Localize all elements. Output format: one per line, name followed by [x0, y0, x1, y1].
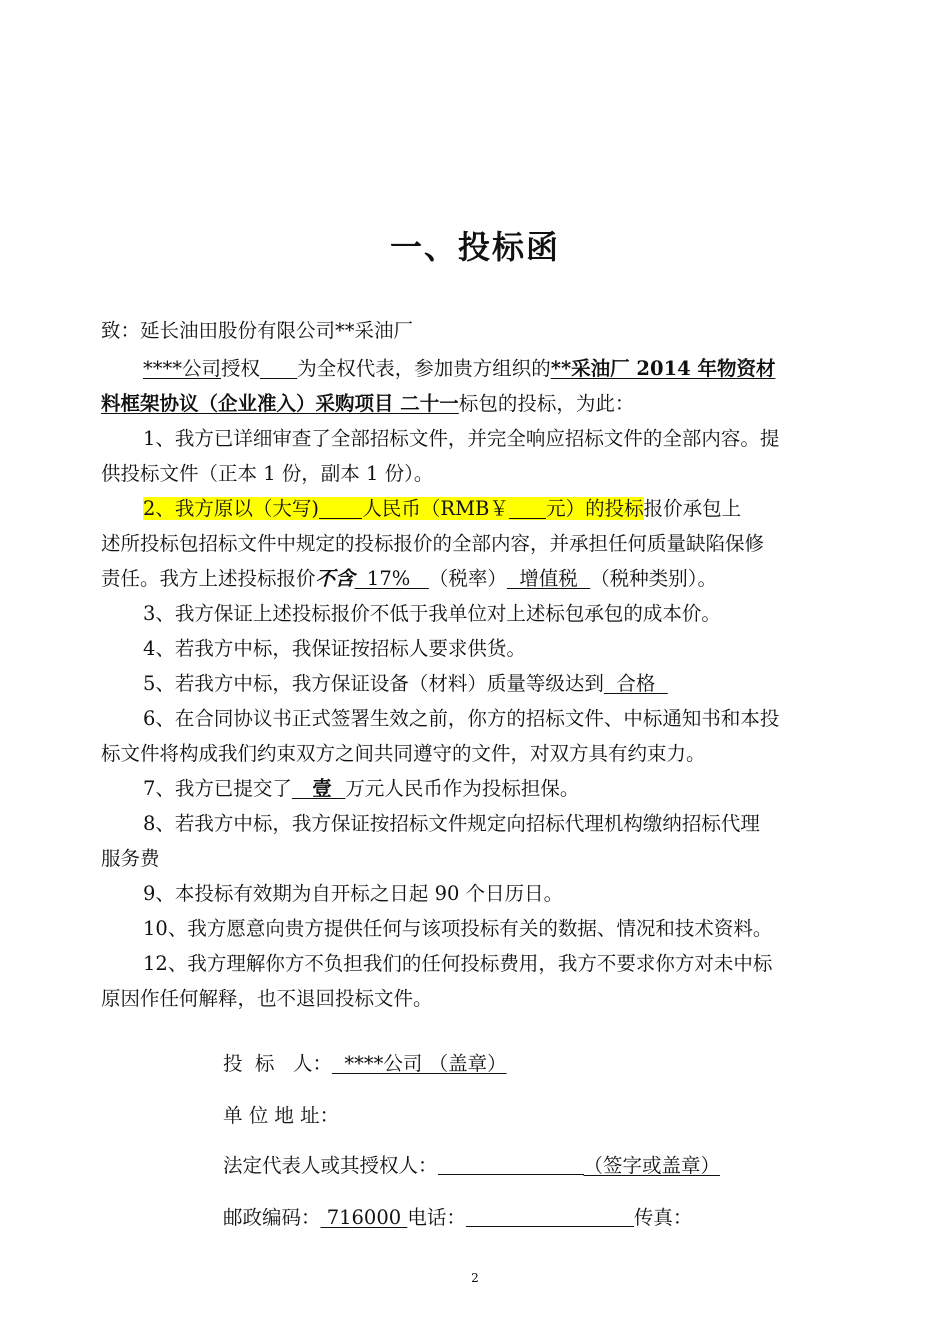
- item2-line3: [101, 567, 717, 591]
- authorization-text: 为全权代表，参加贵方组织的: [297, 357, 551, 380]
- authorizing-company: ****公司: [143, 357, 222, 380]
- item12-line1: 12、我方理解你方不负担我们的任何投标费用，我方不要求你方对未中标: [143, 952, 773, 975]
- package-text: 标包的投标，为此：: [458, 392, 635, 415]
- project-name-part2: 料框架协议（企业准入）采购项目: [101, 392, 394, 415]
- bidder-row: [223, 1052, 507, 1076]
- authorizes-text: 授权: [221, 357, 261, 380]
- item7: [143, 777, 579, 801]
- address-label: 单 位 地 址：: [223, 1104, 340, 1127]
- item10: 10、我方愿意向贵方提供任何与该项投标有关的数据、情况和技术资料。: [143, 917, 773, 940]
- item12-line2: 原因作任何解释，也不退回投标文件。: [101, 987, 433, 1010]
- item8-line1: 8、若我方中标，我方保证按招标文件规定向招标代理机构缴纳招标代理: [143, 812, 760, 835]
- tax-text: 责任。我方上述投标报价: [101, 567, 316, 590]
- quality-text: 5、若我方中标，我方保证设备（材料）质量等级达到: [143, 672, 604, 695]
- representative-value: （签字或盖章）: [583, 1154, 721, 1177]
- quality-grade-value: 合格: [603, 672, 668, 695]
- bid-price-amount-blank: [509, 497, 546, 520]
- item5: [143, 672, 668, 696]
- tax-rate-label: （税率）: [428, 567, 507, 590]
- postal-label: 邮政编码：: [223, 1206, 321, 1229]
- page-number: 2: [471, 1271, 479, 1285]
- representative-blank-line: [438, 1154, 584, 1175]
- item2-line2: 述所投标包招标文件中规定的投标报价的全部内容，并承担任何质量缺陷保修: [101, 532, 765, 555]
- authorization-line: [143, 357, 776, 381]
- package-number: 二十一: [393, 392, 459, 415]
- contact-row: [223, 1206, 692, 1230]
- representative-label: 法定代表人或其授权人：: [223, 1154, 438, 1177]
- item3: 3、我方保证上述投标报价不低于我单位对上述标包承包的成本价。: [143, 602, 721, 625]
- bid-price-prefix: 2、我方原以（大写): [143, 497, 320, 520]
- address-row: [223, 1104, 339, 1128]
- phone-blank-line: [466, 1206, 634, 1227]
- item1-line2: 供投标文件（正本 1 份，副本 1 份）。: [101, 462, 434, 485]
- item4: 4、若我方中标，我保证按招标人要求供货。: [143, 637, 526, 660]
- guarantee-amount: 壹: [291, 777, 346, 800]
- bid-price-continuation: 报价承包上: [643, 497, 742, 520]
- tax-exclusion-label: 不含: [315, 567, 355, 590]
- guarantee-text: 7、我方已提交了: [143, 777, 292, 800]
- addressee-line: 致：延长油田股份有限公司**采油厂: [101, 319, 414, 342]
- phone-label: 电话：: [407, 1206, 466, 1229]
- item8-line2: 服务费: [101, 847, 160, 870]
- representative-row: [223, 1154, 720, 1178]
- tax-rate-value: 17%: [354, 567, 429, 590]
- bid-price-suffix: 元）的投标: [546, 497, 644, 520]
- tax-type-label: （税种类别）。: [590, 567, 717, 590]
- bidder-label: 投 标 人：: [223, 1052, 332, 1075]
- project-name-part1: **采油厂 2014 年物资材: [550, 357, 776, 380]
- item1-line1: 1、我方已详细审查了全部招标文件，并完全响应招标文件的全部内容。提: [143, 427, 780, 450]
- bidder-value: ****公司 （盖章）: [332, 1052, 507, 1075]
- representative-blank: [260, 357, 297, 380]
- bid-price-currency: 人民币（RMB￥: [362, 497, 509, 520]
- fax-label: 传真：: [633, 1206, 693, 1229]
- page-title: 一、投标函: [389, 228, 560, 266]
- item2-line1: [143, 497, 741, 521]
- postal-value: 716000: [320, 1206, 408, 1229]
- item9: 9、本投标有效期为自开标之日起 90 个日历日。: [143, 882, 564, 905]
- bid-price-words-blank: [319, 497, 362, 520]
- tax-type-value: 增值税: [506, 567, 591, 590]
- guarantee-unit: 万元人民币作为投标担保。: [345, 777, 580, 800]
- item6-line2: 标文件将构成我们约束双方之间共同遵守的文件，对双方具有约束力。: [101, 742, 706, 765]
- item6-line1: 6、在合同协议书正式签署生效之前，你方的招标文件、中标通知书和本投: [143, 707, 780, 730]
- project-line: [101, 392, 634, 416]
